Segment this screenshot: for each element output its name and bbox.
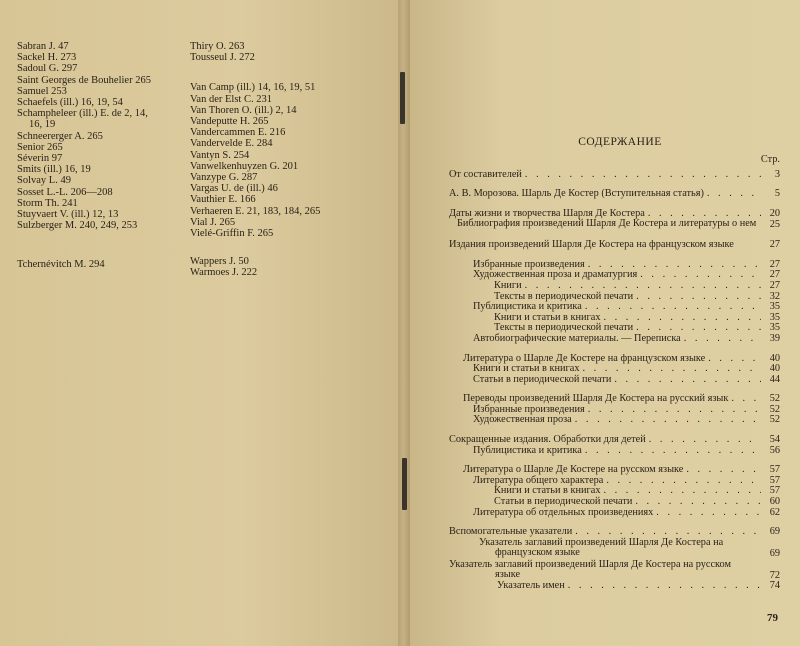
toc-entry-title: Издания произведений Шарля Де Костера на французском языке [449, 238, 734, 250]
index-entry: Tchernévitch M. 294 [17, 259, 105, 271]
toc-entry [449, 240, 780, 251]
toc-entry-page: 56 [769, 444, 780, 456]
index-gap [190, 239, 320, 256]
toc-entry [449, 219, 780, 230]
toc-entry-title: Автобиографические материалы. — Переписка [473, 332, 681, 344]
index-entry: Storm Th. 241 [17, 197, 78, 209]
toc-entry-page: 35 [769, 322, 780, 334]
index-entry: Solvay L. 49 [17, 175, 71, 187]
index-entry: Vanwelkenhuyzen G. 201 [190, 160, 299, 172]
index-entry: Schampheleer (ill.) E. de 2, 14, [17, 108, 148, 120]
index-entry: Vargas U. de (ill.) 46 [190, 183, 278, 195]
toc-entry-title: Избранные произведения [473, 258, 585, 270]
toc-entry-title: Книги [494, 279, 522, 291]
index-entry: Sosset L.-L. 206—208 [17, 186, 113, 198]
toc-entry-page: 60 [769, 496, 780, 508]
toc-entry-title: Статьи в периодической печати [473, 373, 612, 385]
index-entry: Séverin 97 [17, 153, 63, 165]
leader-dots [588, 405, 761, 416]
toc-entry-title: Художественная проза и драматургия [473, 269, 638, 281]
leader-dots [575, 415, 761, 426]
toc-entry-page: 72 [769, 569, 780, 581]
index-entry: Vantyn S. 254 [190, 149, 250, 161]
table-of-contents [449, 155, 780, 592]
toc-entry-title: Статьи в периодической печати [494, 496, 633, 508]
index-entry: Samuel 253 [17, 85, 67, 97]
page-column-header [449, 155, 780, 166]
toc-entry-page: 74 [769, 580, 780, 592]
toc-entry-title: Указатель имен [497, 580, 565, 592]
index-entry: Vandeputte H. 265 [190, 116, 269, 128]
toc-entry [449, 446, 780, 457]
leader-dots [708, 354, 761, 365]
toc-entry-title: Тексты в периодической печати [494, 290, 634, 302]
index-entry: Van Camp (ill.) 14, 16, 19, 51 [190, 82, 316, 94]
leader-dots [656, 508, 761, 519]
index-entry: Warmoes J. 222 [190, 267, 258, 279]
index-entry: Vauthier E. 166 [190, 194, 256, 206]
toc-entry-title: Публицистика и критика [473, 301, 582, 313]
index-entry: Vandervelde E. 284 [190, 138, 273, 150]
toc-entry-title: Книги и статьи в книгах [494, 485, 601, 497]
toc-entry-page: 32 [769, 290, 780, 302]
toc-entry-title: Вспомогательные указатели [449, 526, 573, 538]
leader-dots [525, 170, 761, 181]
index-entry: Sackel H. 273 [17, 52, 77, 64]
index-entry: Saint Georges de Bouhelier 265 [17, 74, 151, 86]
toc-entry-title: Книги и статьи в книгах [494, 311, 601, 323]
index-entry: Schaefels (ill.) 16, 19, 54 [17, 97, 123, 109]
toc-entry-page: 25 [769, 218, 780, 230]
toc-entry-page: 20 [769, 207, 780, 219]
toc-entry [449, 189, 780, 200]
index-entry: Van Thoren O. (ill.) 2, 14 [190, 104, 297, 116]
page-number: 79 [767, 612, 778, 624]
leader-dots [707, 189, 761, 200]
leader-dots [649, 435, 761, 446]
toc-entry-title: Библиография произведений Шарля Де Костера и литературы о нем [457, 218, 757, 230]
toc-entry-page: 40 [769, 363, 780, 375]
index-entry: Sulzberger M. 240, 249, 253 [17, 220, 138, 232]
toc-entry [449, 375, 780, 386]
toc-entry-title: Переводы произведений Шарля Де Костера на русский язык [463, 393, 729, 405]
toc-entry-title: Литература об отдельных произведениях [473, 506, 654, 518]
toc-entry-page: 27 [769, 239, 780, 251]
toc-entry-page: 69 [769, 548, 780, 559]
toc-entry-title: Тексты в периодической печати [494, 322, 634, 334]
toc-entry-title: А. В. Морозова. Шарль Де Костер (Вступительная статья) [449, 188, 704, 200]
index-entry: Vandercammen E. 216 [190, 127, 286, 139]
toc-entry [449, 415, 780, 426]
page-header-label: Стр. [760, 154, 780, 165]
toc-entry-page: 52 [769, 393, 780, 405]
leader-dots [684, 334, 761, 345]
leader-dots [636, 292, 761, 303]
index-entry: Smits (ill.) 16, 19 [17, 164, 91, 176]
toc-entry-title: Указатель заглавий произведений Шарля Де Костера на русском языке [449, 558, 732, 581]
toc-entry [449, 581, 780, 592]
index-entry: Sabran J. 47 [17, 41, 69, 52]
toc-entry-page: 27 [769, 269, 780, 281]
leader-dots [606, 476, 761, 487]
index-entry: Vial J. 265 [190, 216, 236, 228]
contents-title: СОДЕРЖАНИЕ [578, 136, 662, 148]
leader-dots [614, 375, 761, 386]
index-column-1 [17, 41, 151, 271]
index-entry: Wappers J. 50 [190, 256, 249, 268]
toc-entry-title: Указатель заглавий произведений Шарля Де Костера на французском языке [479, 536, 724, 559]
staple [400, 72, 405, 124]
toc-entry [449, 170, 780, 181]
toc-entry-title: Книги и статьи в книгах [473, 363, 580, 375]
toc-entry-page: 40 [769, 352, 780, 364]
toc-entry [449, 508, 780, 519]
index-column-2 [190, 41, 320, 279]
toc-entry-title: Литература общего характера [473, 474, 604, 486]
toc-entry-title: Избранные произведения [473, 403, 585, 415]
index-entry: Vanzype G. 287 [190, 172, 258, 184]
toc-entry-page: 27 [769, 258, 780, 270]
index-entry: Senior 265 [17, 141, 63, 153]
index-entry: Vielé-Griffin F. 265 [190, 228, 274, 240]
leader-dots [525, 281, 761, 292]
toc-entry-title: От составителей [449, 168, 522, 180]
index-gap [190, 63, 320, 82]
toc-entry-page: 57 [769, 485, 780, 497]
leader-dots [640, 270, 761, 281]
index-entry: Schneererger A. 265 [17, 130, 103, 142]
index-entry: Sadoul G. 297 [17, 63, 78, 75]
toc-entry-page: 44 [769, 373, 780, 385]
leader-dots [585, 446, 761, 457]
toc-entry-page: 3 [774, 168, 780, 180]
toc-entry-page: 35 [769, 311, 780, 323]
leader-dots [686, 465, 761, 476]
toc-entry-title: Сокращенные издания. Обработки для детей [449, 434, 646, 446]
toc-entry-page: 54 [769, 434, 780, 446]
toc-entry-title: Даты жизни и творчества Шарля Де Костера [449, 207, 645, 219]
toc-entry-page: 57 [769, 474, 780, 486]
index-entry: Tousseul J. 272 [190, 52, 255, 64]
index-entry: Verhaeren E. 21, 183, 184, 265 [190, 205, 321, 217]
toc-entry-page: 39 [769, 332, 780, 344]
staple [402, 458, 407, 510]
toc-entry-title: Художественная проза [473, 414, 572, 426]
toc-entry-page: 5 [774, 188, 780, 200]
index-entry: Van der Elst C. 231 [190, 93, 272, 105]
toc-entry-page: 52 [769, 403, 780, 415]
index-entry: Thiry O. 263 [190, 41, 245, 52]
leader-dots [731, 394, 761, 405]
index-gap [17, 231, 151, 259]
toc-entry [449, 281, 780, 292]
toc-entry-page: 57 [769, 464, 780, 476]
index-entry: 16, 19 [29, 119, 56, 131]
toc-entry-page: 35 [769, 301, 780, 313]
toc-entry-title: Публицистика и критика [473, 444, 582, 456]
leader-dots [635, 497, 761, 508]
toc-entry [449, 334, 780, 345]
toc-entry-page: 69 [769, 526, 780, 538]
leader-dots [568, 581, 761, 592]
index-entry: Stuyvaert V. (ill.) 12, 13 [17, 209, 119, 221]
leader-dots [585, 302, 761, 313]
toc-entry-page: 52 [769, 414, 780, 426]
toc-entry-title: Литература о Шарле Де Костере на французском языке [463, 352, 706, 364]
toc-entry-title: Литература о Шарле Де Костере на русском языке [463, 464, 684, 476]
toc-entry-page: 62 [769, 506, 780, 518]
toc-entry-page: 27 [769, 279, 780, 291]
